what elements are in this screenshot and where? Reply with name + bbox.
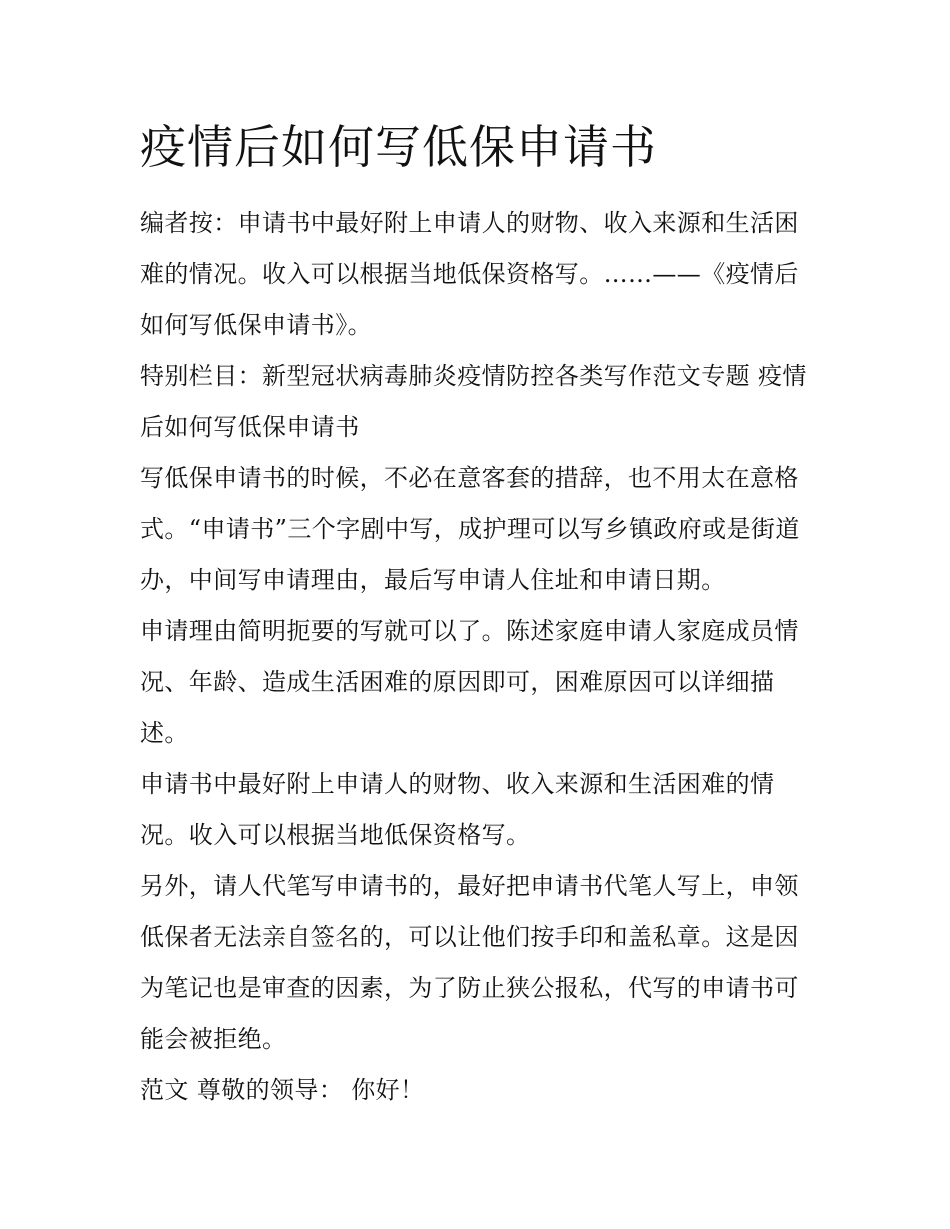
paragraph-sample-greeting: 范文 尊敬的领导： 你好！ <box>140 1076 425 1104</box>
paragraph-editor-note: 编者按：申请书中最好附上申请人的财物、收入来源和生活困难的情况。收入可以根据当地低保资格写。……——《疫情后如何写低保申请书》。 <box>140 209 799 339</box>
document-title: 疫情后如何写低保申请书 <box>140 120 657 174</box>
paragraph-reasons: 申请理由简明扼要的写就可以了。陈述家庭申请人家庭成员情况、年龄、造成生活困难的原因即可，困难原因可以详细描述。 <box>140 617 799 747</box>
paragraph-attachments: 申请书中最好附上申请人的财物、收入来源和生活困难的情况。收入可以根据当地低保资格写。 <box>140 770 775 849</box>
document-body <box>140 198 816 1116</box>
paragraph-proxy-writing: 另外，请人代笔写申请书的，最好把申请书代笔人写上，申领低保者无法亲自签名的，可以让他们按手印和盖私章。这是因为笔记也是审查的因素，为了防止狭公报私，代写的申请书可能会被拒绝。 <box>140 872 799 1053</box>
paragraph-special-column: 特别栏目：新型冠状病毒肺炎疫情防控各类写作范文专题 疫情后如何写低保申请书 <box>140 362 807 441</box>
paragraph-format: 写低保申请书的时候，不必在意客套的措辞，也不用太在意格式。“申请书”三个字剧中写，成护理可以写乡镇政府或是街道办，中间写申请理由，最后写申请人住址和申请日期。 <box>140 464 800 594</box>
